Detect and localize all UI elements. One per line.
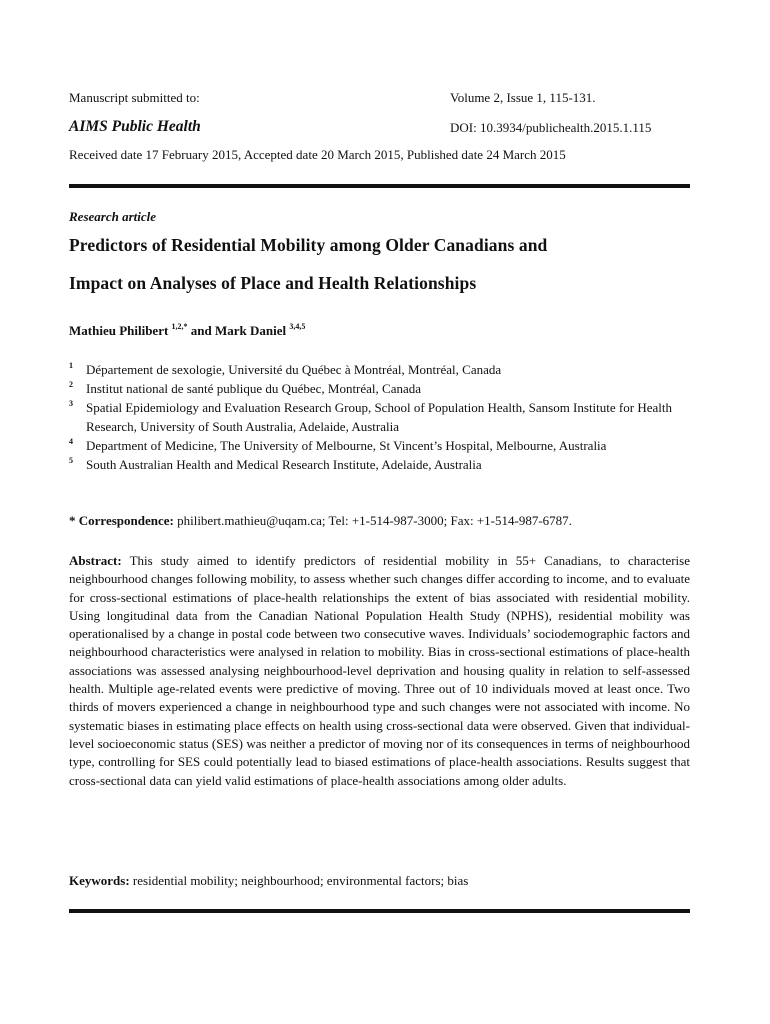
footer-divider <box>69 909 690 913</box>
affiliation-number: 4 <box>69 437 73 446</box>
affiliation-item <box>69 379 690 398</box>
keywords <box>69 873 468 889</box>
abstract <box>69 552 690 790</box>
correspondence <box>69 513 572 529</box>
affiliation-text: South Australian Health and Medical Research Institute, Adelaide, Australia <box>86 457 482 472</box>
author-name: Mathieu Philibert <box>69 323 169 338</box>
affiliation-item <box>69 436 690 455</box>
affiliation-item <box>69 398 690 436</box>
volume-issue: Volume 2, Issue 1, 115-131. <box>450 90 596 105</box>
article-title-line-1: Predictors of Residential Mobility among Older Canadians and <box>69 235 548 255</box>
author-affiliation-sup: 1,2,* <box>171 322 188 331</box>
abstract-label: Abstract: <box>69 553 122 568</box>
article-title-line-2: Impact on Analyses of Place and Health Relationships <box>69 273 477 293</box>
correspondence-details: philibert.mathieu@uqam.ca; Tel: +1-514-987-3000; Fax: +1-514-987-6787. <box>173 513 572 528</box>
manuscript-submitted-label: Manuscript submitted to: <box>69 90 200 105</box>
author-name: Mark Daniel <box>215 323 287 338</box>
author-affiliation-sup: 3,4,5 <box>289 322 306 331</box>
article-type: Research article <box>69 209 157 224</box>
affiliation-number: 2 <box>69 380 73 389</box>
affiliation-text: Département de sexologie, Université du Québec à Montréal, Montréal, Canada <box>86 362 502 377</box>
author-separator: and <box>187 323 216 338</box>
abstract-text: This study aimed to identify predictors of residential mobility in 55+ Canadians, to characterise neighbourhood changes following mobility, to assess whether such changes differ according to income, and to evaluate for cross-sectional estimations of place-health relationships the extent of bias associated with residential mobility. Using longitudinal data from the Canadian National Population Health Study (NPHS), residential mobility was operationalised by a change in postal code between two consecutive waves. Individuals’ sociodemographic factors and neighbourhood characteristics were analysed in relation to mobility. Bias in cross-sectional estimations of place-health associations was assessed analysing neighbourhood-level deprivation and housing quality in relation to self-assessed health. Multiple age-related events were predictive of moving. Three out of 10 individuals moved at least once. Two thirds of movers experienced a change in neighbourhood type and such changes were not associated with income. No systematic biases in estimating place effects on health using cross-sectional data were observed. Given that individual-level socioeconomic status (SES) was neither a predictor of moving nor of its consequences in terms of neighbourhood type, controlling for SES could potentially lead to biased estimations of place-health associations. Results suggest that cross-sectional data can yield valid estimations of place-health associations among older adults. <box>69 553 690 788</box>
affiliation-item <box>69 455 690 474</box>
affiliation-item <box>69 360 690 379</box>
affiliation-number: 3 <box>69 399 73 408</box>
author-line <box>69 322 305 339</box>
keywords-label: Keywords: <box>69 873 130 888</box>
affiliation-text: Department of Medicine, The University of Melbourne, St Vincent’s Hospital, Melbourne, Australia <box>86 438 607 453</box>
keywords-text: residential mobility; neighbourhood; environmental factors; bias <box>129 873 469 888</box>
affiliation-text: Institut national de santé publique du Québec, Montréal, Canada <box>86 381 422 396</box>
affiliation-number: 5 <box>69 456 73 465</box>
affiliation-number: 1 <box>69 361 73 370</box>
journal-name: AIMS Public Health <box>69 118 201 135</box>
correspondence-label: * Correspondence: <box>69 513 174 528</box>
affiliation-list <box>69 360 690 474</box>
publication-dates: Received date 17 February 2015, Accepted date 20 March 2015, Published date 24 March 2015 <box>69 147 566 162</box>
affiliation-text: Spatial Epidemiology and Evaluation Research Group, School of Population Health, Sansom Institute for Health Research, University of South Australia, Adelaide, Australia <box>86 400 672 434</box>
header-divider <box>69 184 690 188</box>
doi: DOI: 10.3934/publichealth.2015.1.115 <box>450 120 652 135</box>
